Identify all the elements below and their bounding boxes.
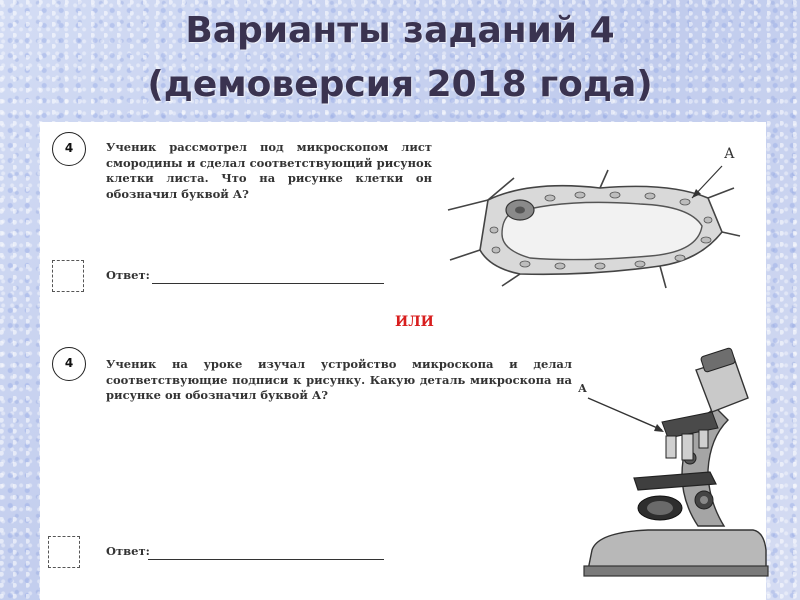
task1-answer-line[interactable] bbox=[152, 283, 384, 284]
slide-title-line2: (демоверсия 2018 года) bbox=[147, 64, 653, 105]
task1-figure-label: А bbox=[724, 146, 735, 162]
task2-number-badge: 4 bbox=[52, 347, 86, 381]
task2-figure-label: А bbox=[578, 382, 587, 395]
task1-answer-box[interactable] bbox=[52, 260, 84, 292]
task1-answer-label: Ответ: bbox=[106, 268, 150, 282]
task2-answer-box[interactable] bbox=[48, 536, 80, 568]
microscope-illustration bbox=[578, 350, 768, 590]
tasks-panel bbox=[40, 122, 766, 600]
task2-answer-line[interactable] bbox=[148, 559, 384, 560]
plant-cell-illustration bbox=[440, 140, 740, 290]
or-separator: ИЛИ bbox=[395, 314, 434, 330]
task1-number-badge: 4 bbox=[52, 132, 86, 166]
task2-question-text: Ученик на уроке изучал устройство микроскопа и делал соответствующие подписи к рисунку. Какую деталь микроскопа на рисунке он обозначил буквой А? bbox=[106, 357, 572, 402]
task2-answer-label: Ответ: bbox=[106, 544, 150, 558]
slide-title-line1: Варианты заданий 4 bbox=[185, 10, 615, 51]
task1-question-text: Ученик рассмотрел под микроскопом лист смородины и сделал соответствующий рисунок клетки листа. Что на рисунке клетки он обозначил буквой А? bbox=[106, 140, 432, 201]
